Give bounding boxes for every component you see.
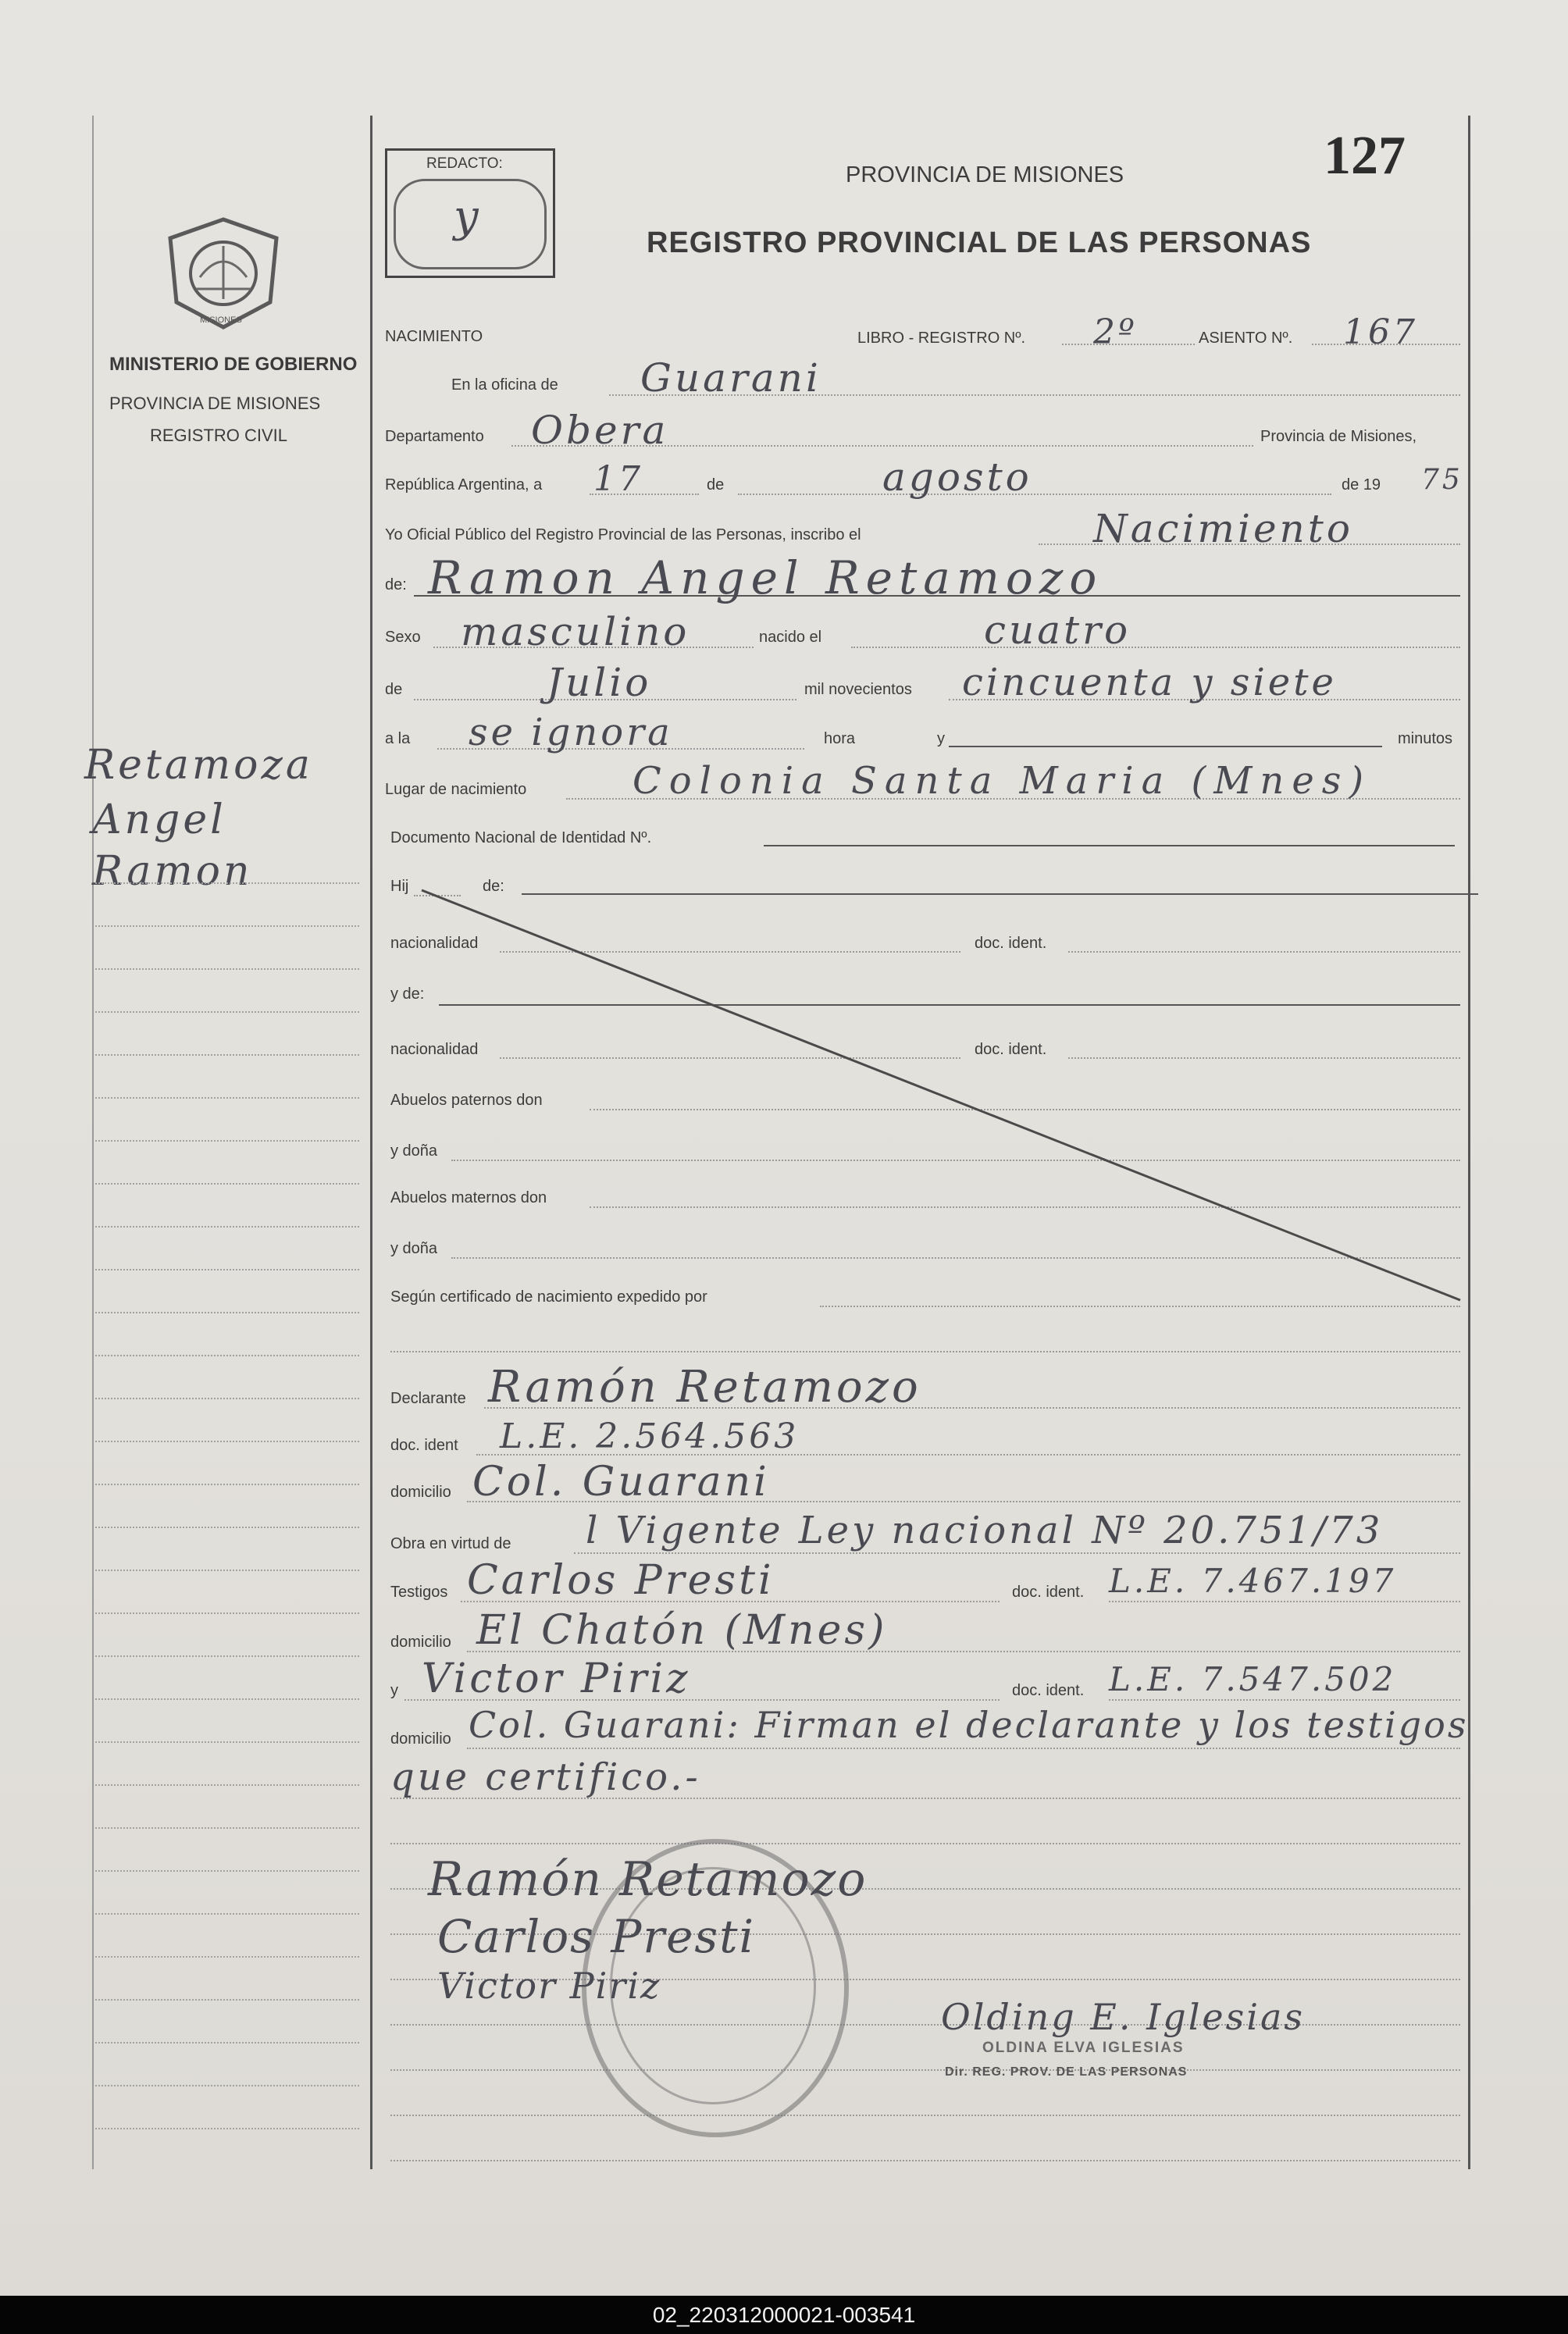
domicilio3-value: Col. Guarani: Firman el declarante y los testigos	[469, 1704, 1469, 1746]
oficina-value: Guarani	[640, 355, 821, 401]
lugar-label: Lugar de nacimiento	[385, 781, 527, 798]
anio-nac-value: cincuenta y siete	[962, 661, 1337, 704]
official-name-stamp: OLDINA ELVA IGLESIAS	[982, 2040, 1185, 2056]
nacionalidad1-label: nacionalidad	[390, 935, 479, 952]
sexo-label: Sexo	[385, 629, 421, 646]
declarante-label: Declarante	[390, 1390, 466, 1407]
hij-de-label: de:	[483, 878, 504, 895]
y2-label: y	[390, 1682, 398, 1699]
province-heading: PROVINCIA DE MISIONES	[846, 162, 1124, 187]
oficial-label: Yo Oficial Público del Registro Provincial de las Personas, inscribo el	[385, 526, 861, 543]
de3-label: de	[385, 681, 403, 698]
seal-caption: MISIONES	[200, 315, 242, 325]
hij-label: Hij	[390, 878, 409, 895]
yde-label: y de:	[390, 985, 425, 1003]
hora-label: hora	[824, 730, 856, 747]
redacto-box	[385, 148, 555, 278]
departamento-label: Departamento	[385, 428, 484, 445]
testigo2-value: Victor Piriz	[422, 1655, 691, 1702]
minutos-label: minutos	[1398, 730, 1453, 747]
nombre-value: Ramon Angel Retamozo	[428, 551, 1103, 604]
redacto-label: REDACTO:	[426, 155, 503, 172]
y-label: y	[937, 730, 945, 747]
cancellation-line	[375, 867, 1468, 1304]
docident5-label: doc. ident.	[1012, 1682, 1085, 1699]
obra-label: Obra en virtud de	[390, 1535, 511, 1552]
left-frame-line	[370, 116, 372, 2169]
witness1-signature: Carlos Presti	[437, 1910, 756, 1963]
anio-value: 75	[1421, 464, 1463, 496]
domicilio1-label: domicilio	[390, 1484, 451, 1501]
hora-value: se ignora	[469, 711, 673, 754]
mes-value: agosto	[882, 454, 1032, 500]
page-number: 127	[1324, 126, 1406, 186]
docident3-value: L.E. 2.564.563	[500, 1416, 800, 1456]
testigo1-value: Carlos Presti	[467, 1557, 775, 1604]
registry-title: REGISTRO PROVINCIAL DE LAS PERSONAS	[647, 226, 1312, 259]
de-label: de	[707, 476, 725, 494]
abuelos-paternos-label: Abuelos paternos don	[390, 1092, 543, 1109]
continuation-value: que certifico.-	[390, 1755, 701, 1799]
departamento-value: Obera	[531, 408, 669, 453]
oficina-label: En la oficina de	[451, 376, 558, 394]
testigos-label: Testigos	[390, 1584, 448, 1601]
nacimiento-label: NACIMIENTO	[385, 328, 483, 345]
anio-label: de 19	[1342, 476, 1381, 494]
domicilio2-value: El Chatón (Mnes)	[476, 1607, 888, 1654]
republica-label: República Argentina, a	[385, 476, 543, 494]
domicilio2-label: domicilio	[390, 1634, 451, 1651]
docident5-value: L.E. 7.547.502	[1109, 1660, 1397, 1698]
official-title-stamp: Dir. REG. PROV. DE LAS PERSONAS	[945, 2065, 1188, 2079]
mil-label: mil novecientos	[804, 681, 912, 698]
coat-of-arms-seal	[161, 215, 286, 332]
lugar-value: Colonia Santa Maria (Mnes)	[633, 759, 1372, 803]
nacionalidad2-label: nacionalidad	[390, 1041, 479, 1058]
official-signature: Olding E. Iglesias	[941, 1996, 1306, 2038]
right-frame-line	[1468, 116, 1470, 2169]
provincia-label: Provincia de Misiones,	[1260, 428, 1417, 445]
docident4-label: doc. ident.	[1012, 1584, 1085, 1601]
ministry-name: MINISTERIO DE GOBIERNO	[109, 354, 358, 375]
scan-file-id: 02_220312000021-003541	[652, 2303, 916, 2327]
ydona1-label: y doña	[390, 1142, 438, 1160]
libro-label: LIBRO - REGISTRO Nº.	[857, 330, 1026, 347]
asiento-value: 167	[1343, 312, 1418, 352]
docident1-label: doc. ident.	[975, 935, 1047, 952]
docident3-label: doc. ident	[390, 1437, 458, 1454]
domicilio3-label: domicilio	[390, 1730, 451, 1748]
ydona2-label: y doña	[390, 1240, 438, 1257]
declarante-value: Ramón Retamozo	[488, 1362, 921, 1413]
abuelos-maternos-label: Abuelos maternos don	[390, 1189, 547, 1206]
margin-name1: Angel	[92, 796, 226, 843]
sexo-value: masculino	[461, 609, 690, 654]
certificado-label: Según certificado de nacimiento expedido por	[390, 1288, 707, 1306]
dni-label: Documento Nacional de Identidad Nº.	[390, 829, 652, 846]
witness2-signature: Victor Piriz	[437, 1965, 661, 2007]
obra-value: l Vigente Ley nacional Nº 20.751/73	[586, 1509, 1384, 1552]
nombre-prefix: de:	[385, 576, 407, 593]
declarant-signature: Ramón Retamozo	[428, 1852, 868, 1907]
mes-nac-value: Julio	[547, 660, 652, 705]
domicilio1-value: Col. Guarani	[472, 1459, 770, 1506]
margin-name2: Ramon	[92, 848, 253, 895]
oficial-value: Nacimiento	[1093, 506, 1353, 551]
margin-surname: Retamoza	[84, 742, 313, 789]
docident4-value: L.E. 7.467.197	[1109, 1562, 1397, 1600]
ala-label: a la	[385, 730, 411, 747]
libro-value: 2º	[1093, 312, 1138, 352]
left-margin-line	[92, 116, 94, 2169]
docident2-label: doc. ident.	[975, 1041, 1047, 1058]
ministry-registry: REGISTRO CIVIL	[150, 426, 288, 445]
asiento-label: ASIENTO Nº.	[1199, 330, 1293, 347]
ministry-province: PROVINCIA DE MISIONES	[109, 394, 321, 413]
dia-value: 17	[593, 459, 643, 499]
nacido-value: cuatro	[984, 608, 1131, 653]
redacto-value: y	[454, 191, 482, 242]
nacido-label: nacido el	[759, 629, 822, 646]
